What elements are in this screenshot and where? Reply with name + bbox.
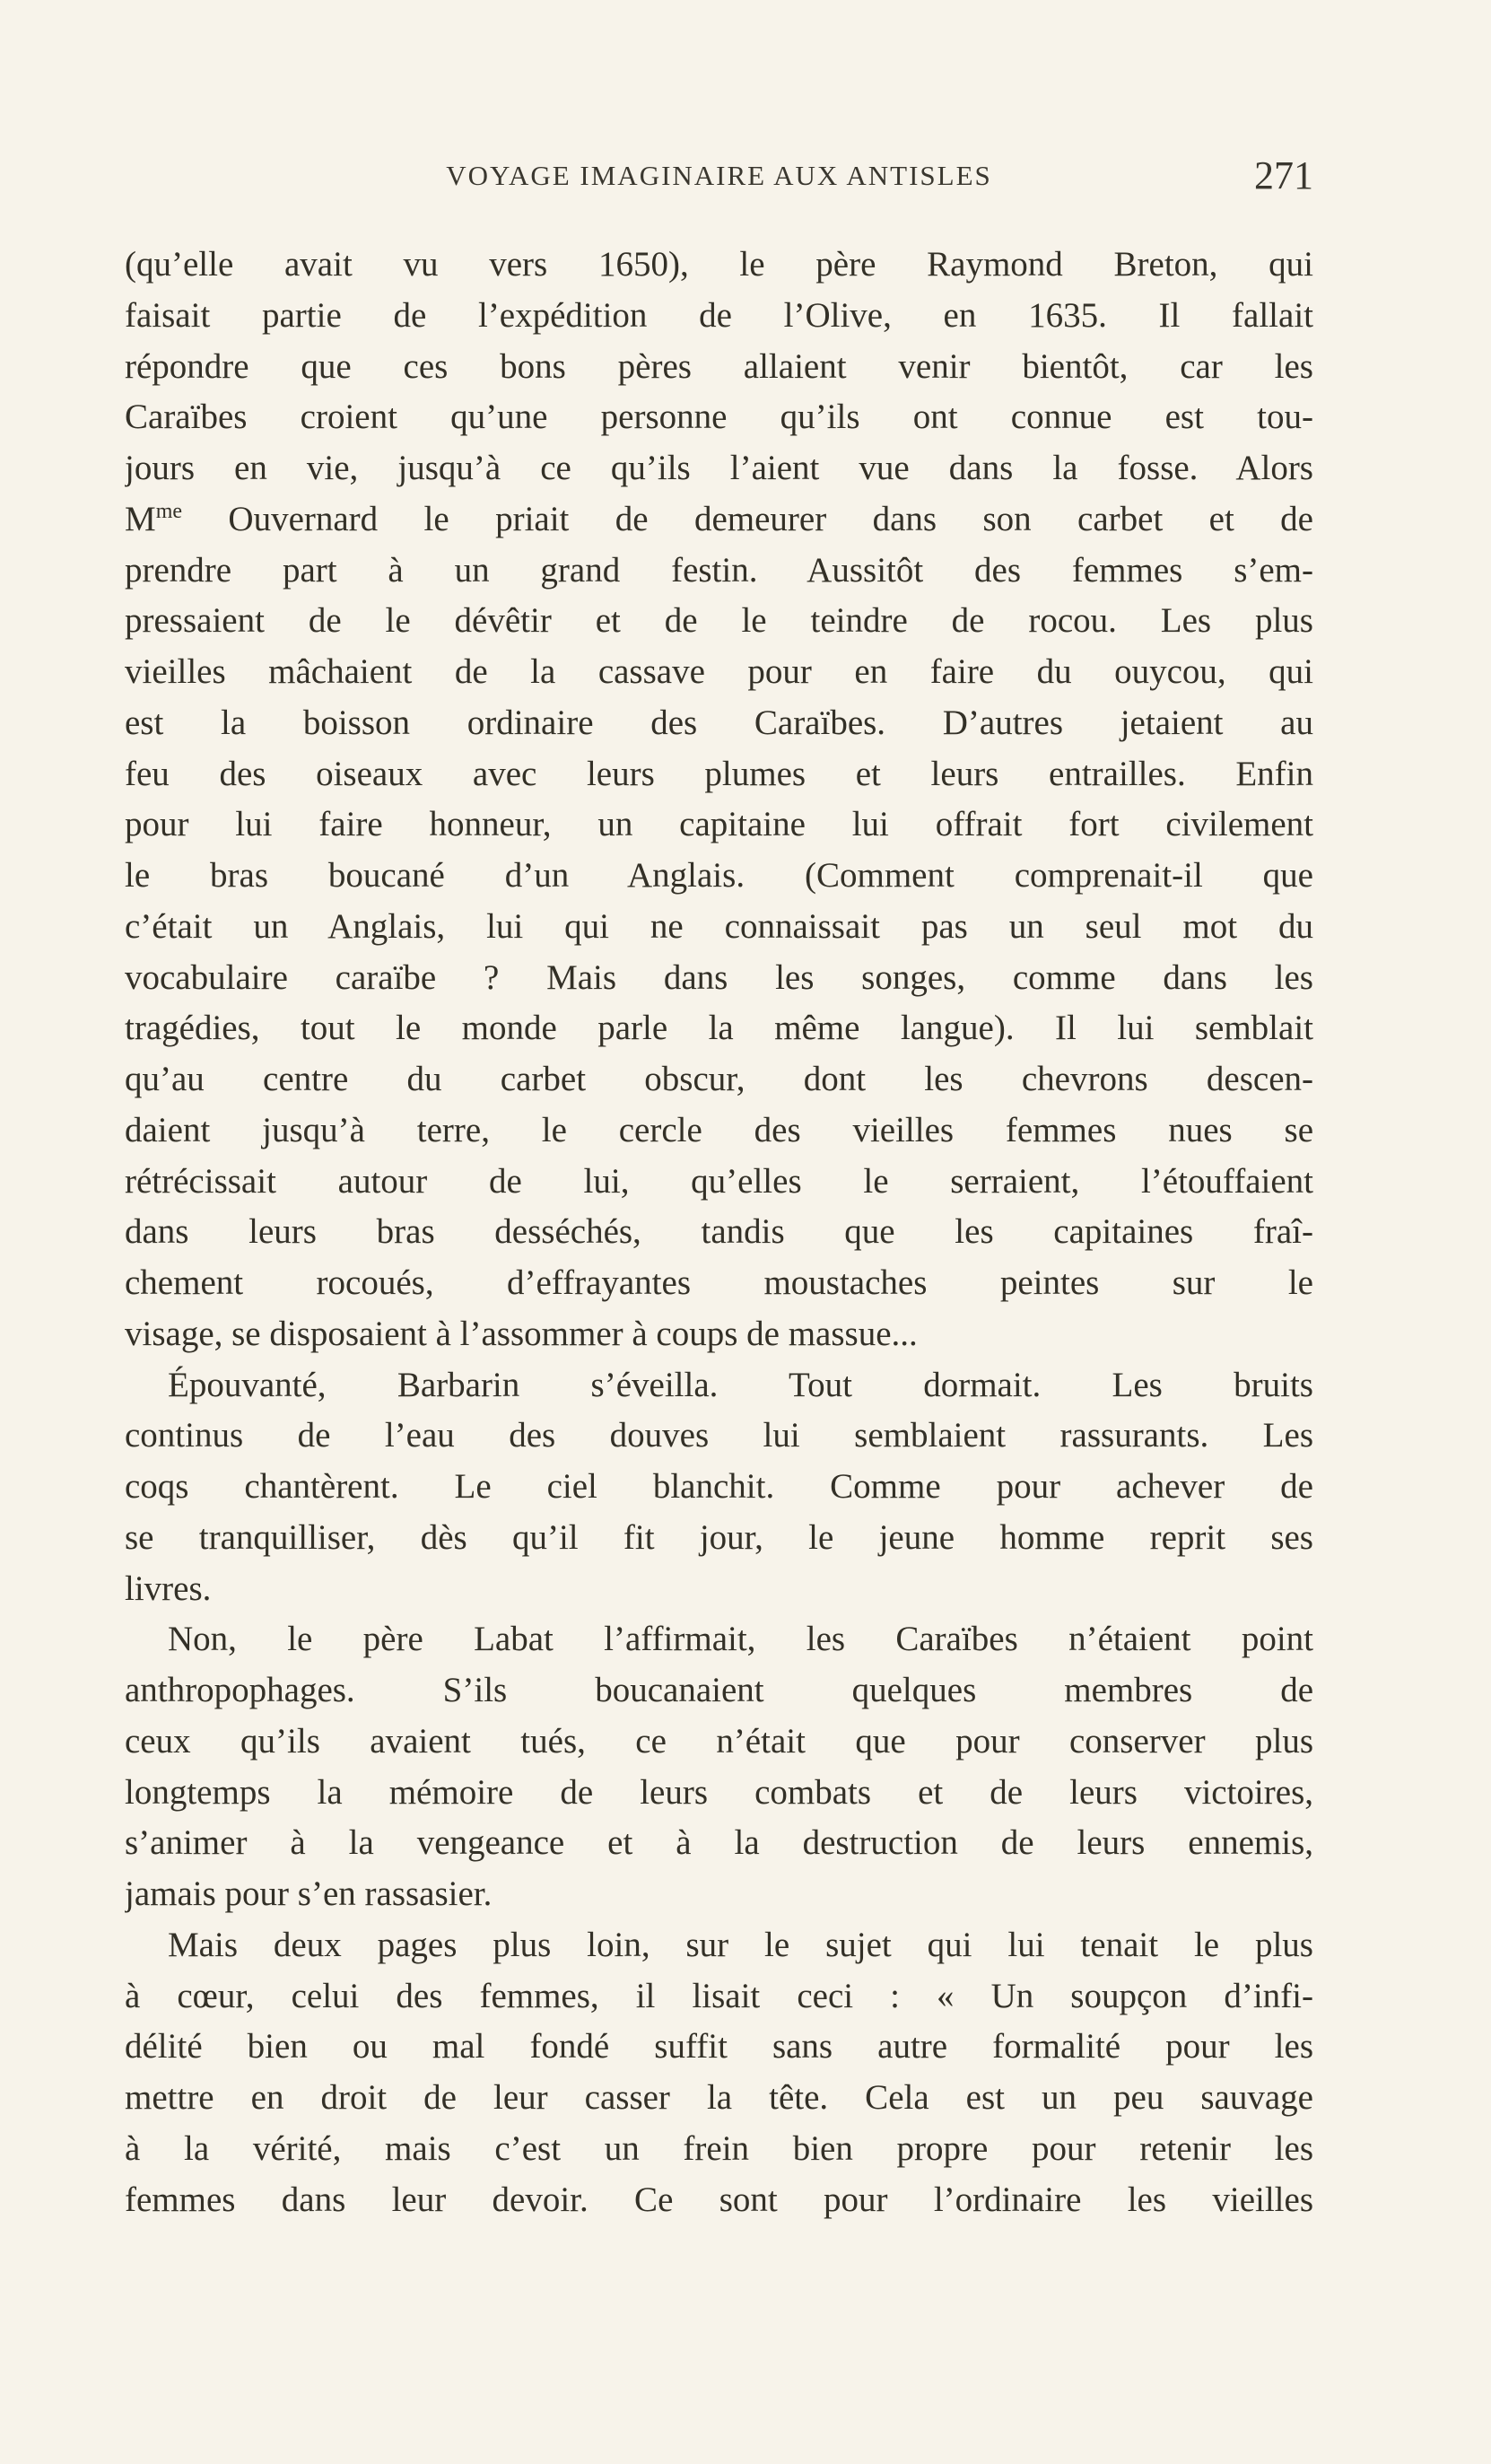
text-line: ceux qu’ils avaient tués, ce n’était que pour conserver plus [125, 1721, 1313, 1761]
abbrev-madame: $M^{me}$ [125, 499, 183, 538]
text-line: le bras boucané d’un Anglais. (Comment comprenait-il que [125, 856, 1313, 895]
text-line: délité bien ou mal fondé suffit sans autre formalité pour les [125, 2027, 1313, 2066]
text-line: est la boisson ordinaire des Caraïbes. D’autres jetaient au [125, 703, 1313, 742]
text-line: femmes dans leur devoir. Ce sont pour l’ordinaire les vieilles [125, 2180, 1313, 2219]
text-line: à cœur, celui des femmes, il lisait ceci : « Un soupçon d’infi- [125, 1976, 1313, 2015]
text-line: tragédies, tout le monde parle la même langue). Il lui semblait [125, 1009, 1313, 1048]
text-line: dans leurs bras desséchés, tandis que les capitaines fraî- [125, 1212, 1313, 1252]
running-title: VOYAGE IMAGINAIRE AUX ANTISLES [446, 160, 992, 191]
text-line: feu des oiseaux avec leurs plumes et leurs entrailles. Enfin [125, 754, 1313, 793]
text-line: continus de l’eau des douves lui semblaient rassurants. Les [125, 1416, 1313, 1455]
page-number: 271 [1254, 153, 1313, 197]
text-line: (qu’elle avait vu vers 1650), le père Raymond Breton, qui [125, 245, 1313, 284]
text-line: coqs chantèrent. Le ciel blanchit. Comme pour achever de [125, 1467, 1313, 1506]
text-line: qu’au centre du carbet obscur, dont les chevrons descen- [125, 1060, 1313, 1098]
text-line: jours en vie, jusqu’à ce qu’ils l’aient vue dans la fosse. Alors [125, 449, 1313, 487]
text-line: c’était un Anglais, lui qui ne connaissait pas un seul mot du [125, 906, 1313, 946]
text-line: anthropophages. S’ils boucanaient quelques membres de [125, 1671, 1313, 1709]
body-text [125, 240, 1313, 2225]
text-line: pour lui faire honneur, un capitaine lui offrait fort civilement [125, 805, 1313, 844]
text-line: Épouvanté, Barbarin s’éveilla. Tout dormait. Les bruits [168, 1365, 1313, 1404]
text-line: livres. [125, 1568, 212, 1608]
text-line: à la vérité, mais c’est un frein bien propre pour retenir les [125, 2128, 1313, 2168]
text-line: Mais deux pages plus loin, sur le sujet qui lui tenait le plus [168, 1925, 1313, 1964]
text-line: s’animer à la vengeance et à la destruction de leurs ennemis, [125, 1823, 1313, 1863]
text-line: $M^{me}$ Ouvernard le priait de demeurer dans son carbet et de [125, 499, 1313, 538]
text-line: rétrécissait autour de lui, qu’elles le serraient, l’étouffaient [125, 1161, 1313, 1201]
text-line: faisait partie de l’expédition de l’Olive, en 1635. Il fallait [125, 295, 1313, 335]
text-line: jamais pour s’en rassasier. [125, 1874, 493, 1913]
text-line: pressaient de le dévêtir et de le teindre de rocou. Les plus [125, 601, 1313, 641]
text-line: daient jusqu’à terre, le cercle des vieilles femmes nues se [125, 1110, 1313, 1149]
text-line: répondre que ces bons pères allaient venir bientôt, car les [125, 346, 1313, 386]
text-line: visage, se disposaient à l’assommer à coups de massue... [125, 1314, 918, 1353]
text-line: vieilles mâchaient de la cassave pour en faire du ouycou, qui [125, 652, 1313, 691]
text-line: se tranquilliser, dès qu’il fit jour, le jeune homme reprit ses [125, 1517, 1313, 1557]
text-line: Non, le père Labat l’affirmait, les Caraïbes n’étaient point [168, 1620, 1313, 1659]
text-line: mettre en droit de leur casser la tête. Cela est un peu sauvage [125, 2078, 1313, 2117]
text-line: vocabulaire caraïbe ? Mais dans les songes, comme dans les [125, 957, 1313, 997]
text-line: prendre part à un grand festin. Aussitôt des femmes s’em- [125, 550, 1313, 590]
text-line: chement rocoués, d’effrayantes moustaches peintes sur le [125, 1263, 1313, 1302]
text-line: longtemps la mémoire de leurs combats et de leurs victoires, [125, 1772, 1313, 1812]
text-line: Caraïbes croient qu’une personne qu’ils ont connue est tou- [125, 398, 1313, 437]
running-head [125, 149, 1313, 203]
